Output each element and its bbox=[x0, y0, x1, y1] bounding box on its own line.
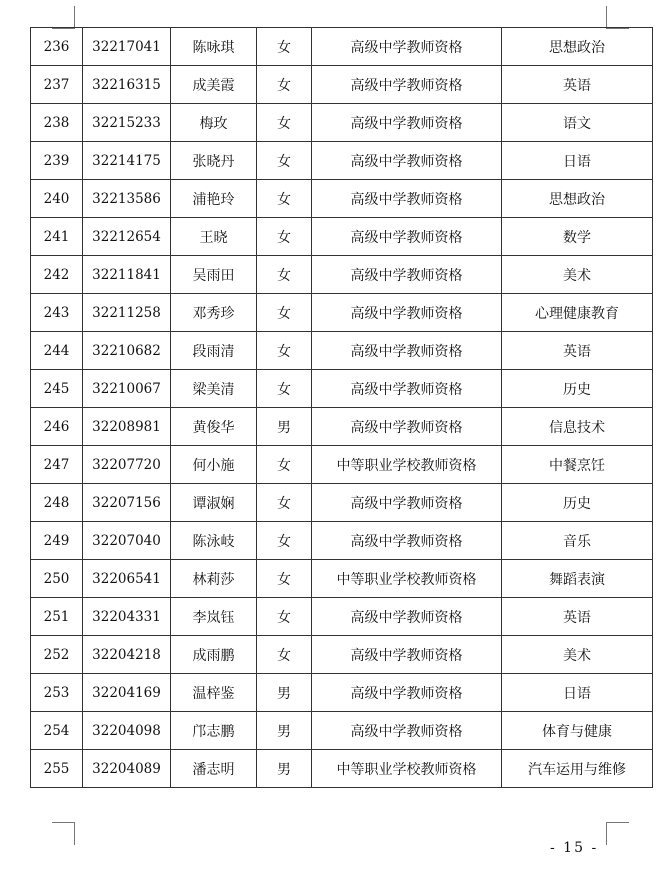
crop-mark-top-right bbox=[606, 6, 629, 29]
gender-cell: 女 bbox=[257, 522, 312, 560]
candidate-id-cell: 32208981 bbox=[83, 408, 171, 446]
gender-cell: 女 bbox=[257, 598, 312, 636]
certificate-type-cell: 高级中学教师资格 bbox=[312, 28, 502, 66]
table-row bbox=[31, 66, 653, 104]
subject-cell: 日语 bbox=[502, 674, 653, 712]
subject-cell: 日语 bbox=[502, 142, 653, 180]
candidate-id-cell: 32204098 bbox=[83, 712, 171, 750]
subject-cell: 数学 bbox=[502, 218, 653, 256]
crop-mark-bottom-left bbox=[52, 822, 75, 845]
name-cell: 王晓 bbox=[171, 218, 257, 256]
name-cell: 梅玫 bbox=[171, 104, 257, 142]
serial-number-cell: 239 bbox=[31, 142, 83, 180]
name-cell: 成美霞 bbox=[171, 66, 257, 104]
crop-mark-top-left bbox=[52, 6, 75, 29]
table-row bbox=[31, 180, 653, 218]
gender-cell: 女 bbox=[257, 66, 312, 104]
gender-cell: 男 bbox=[257, 408, 312, 446]
candidate-id-cell: 32216315 bbox=[83, 66, 171, 104]
subject-cell: 美术 bbox=[502, 636, 653, 674]
serial-number-cell: 251 bbox=[31, 598, 83, 636]
table-row bbox=[31, 636, 653, 674]
table-body bbox=[31, 28, 653, 788]
serial-number-cell: 247 bbox=[31, 446, 83, 484]
crop-mark-bottom-right bbox=[606, 822, 629, 845]
candidate-id-cell: 32213586 bbox=[83, 180, 171, 218]
name-cell: 陈咏琪 bbox=[171, 28, 257, 66]
table-row bbox=[31, 408, 653, 446]
table-row bbox=[31, 332, 653, 370]
certificate-type-cell: 高级中学教师资格 bbox=[312, 522, 502, 560]
candidate-id-cell: 32211258 bbox=[83, 294, 171, 332]
name-cell: 浦艳玲 bbox=[171, 180, 257, 218]
serial-number-cell: 249 bbox=[31, 522, 83, 560]
serial-number-cell: 240 bbox=[31, 180, 83, 218]
subject-cell: 思想政治 bbox=[502, 180, 653, 218]
candidate-id-cell: 32215233 bbox=[83, 104, 171, 142]
table-row bbox=[31, 446, 653, 484]
candidate-id-cell: 32210682 bbox=[83, 332, 171, 370]
certificate-type-cell: 高级中学教师资格 bbox=[312, 598, 502, 636]
name-cell: 何小施 bbox=[171, 446, 257, 484]
name-cell: 黄俊华 bbox=[171, 408, 257, 446]
gender-cell: 男 bbox=[257, 750, 312, 788]
candidate-id-cell: 32214175 bbox=[83, 142, 171, 180]
serial-number-cell: 241 bbox=[31, 218, 83, 256]
gender-cell: 女 bbox=[257, 294, 312, 332]
page-number: - 15 - bbox=[550, 840, 599, 856]
name-cell: 林莉莎 bbox=[171, 560, 257, 598]
serial-number-cell: 253 bbox=[31, 674, 83, 712]
certificate-type-cell: 高级中学教师资格 bbox=[312, 674, 502, 712]
table-row bbox=[31, 712, 653, 750]
subject-cell: 音乐 bbox=[502, 522, 653, 560]
certificate-type-cell: 高级中学教师资格 bbox=[312, 180, 502, 218]
gender-cell: 女 bbox=[257, 142, 312, 180]
certificate-type-cell: 高级中学教师资格 bbox=[312, 256, 502, 294]
serial-number-cell: 242 bbox=[31, 256, 83, 294]
candidate-id-cell: 32204331 bbox=[83, 598, 171, 636]
name-cell: 李岚钰 bbox=[171, 598, 257, 636]
table-row bbox=[31, 522, 653, 560]
certificate-type-cell: 高级中学教师资格 bbox=[312, 370, 502, 408]
certificate-type-cell: 中等职业学校教师资格 bbox=[312, 750, 502, 788]
subject-cell: 心理健康教育 bbox=[502, 294, 653, 332]
candidate-id-cell: 32204218 bbox=[83, 636, 171, 674]
candidate-id-cell: 32204169 bbox=[83, 674, 171, 712]
gender-cell: 女 bbox=[257, 332, 312, 370]
teacher-qualification-table bbox=[30, 27, 653, 788]
table-row bbox=[31, 28, 653, 66]
subject-cell: 中餐烹饪 bbox=[502, 446, 653, 484]
certificate-type-cell: 高级中学教师资格 bbox=[312, 636, 502, 674]
certificate-type-cell: 高级中学教师资格 bbox=[312, 66, 502, 104]
name-cell: 邓秀珍 bbox=[171, 294, 257, 332]
subject-cell: 舞蹈表演 bbox=[502, 560, 653, 598]
candidate-id-cell: 32211841 bbox=[83, 256, 171, 294]
name-cell: 梁美清 bbox=[171, 370, 257, 408]
candidate-id-cell: 32212654 bbox=[83, 218, 171, 256]
serial-number-cell: 237 bbox=[31, 66, 83, 104]
candidate-id-cell: 32207156 bbox=[83, 484, 171, 522]
candidate-id-cell: 32217041 bbox=[83, 28, 171, 66]
candidate-id-cell: 32207720 bbox=[83, 446, 171, 484]
certificate-type-cell: 高级中学教师资格 bbox=[312, 218, 502, 256]
certificate-type-cell: 高级中学教师资格 bbox=[312, 294, 502, 332]
serial-number-cell: 250 bbox=[31, 560, 83, 598]
subject-cell: 思想政治 bbox=[502, 28, 653, 66]
table-row bbox=[31, 142, 653, 180]
certificate-type-cell: 中等职业学校教师资格 bbox=[312, 446, 502, 484]
subject-cell: 英语 bbox=[502, 598, 653, 636]
serial-number-cell: 255 bbox=[31, 750, 83, 788]
name-cell: 温梓鉴 bbox=[171, 674, 257, 712]
subject-cell: 体育与健康 bbox=[502, 712, 653, 750]
certificate-type-cell: 高级中学教师资格 bbox=[312, 712, 502, 750]
gender-cell: 女 bbox=[257, 180, 312, 218]
subject-cell: 英语 bbox=[502, 66, 653, 104]
serial-number-cell: 236 bbox=[31, 28, 83, 66]
candidate-id-cell: 32206541 bbox=[83, 560, 171, 598]
certificate-type-cell: 高级中学教师资格 bbox=[312, 332, 502, 370]
table-row bbox=[31, 750, 653, 788]
gender-cell: 女 bbox=[257, 446, 312, 484]
name-cell: 张晓丹 bbox=[171, 142, 257, 180]
subject-cell: 英语 bbox=[502, 332, 653, 370]
gender-cell: 女 bbox=[257, 560, 312, 598]
table-row bbox=[31, 218, 653, 256]
serial-number-cell: 243 bbox=[31, 294, 83, 332]
subject-cell: 美术 bbox=[502, 256, 653, 294]
serial-number-cell: 254 bbox=[31, 712, 83, 750]
table-row bbox=[31, 294, 653, 332]
candidate-id-cell: 32207040 bbox=[83, 522, 171, 560]
serial-number-cell: 246 bbox=[31, 408, 83, 446]
gender-cell: 女 bbox=[257, 484, 312, 522]
table-row bbox=[31, 560, 653, 598]
gender-cell: 男 bbox=[257, 712, 312, 750]
name-cell: 段雨清 bbox=[171, 332, 257, 370]
gender-cell: 女 bbox=[257, 28, 312, 66]
table-row bbox=[31, 256, 653, 294]
gender-cell: 女 bbox=[257, 370, 312, 408]
subject-cell: 信息技术 bbox=[502, 408, 653, 446]
table-row bbox=[31, 674, 653, 712]
serial-number-cell: 248 bbox=[31, 484, 83, 522]
candidate-id-cell: 32204089 bbox=[83, 750, 171, 788]
name-cell: 成雨鹏 bbox=[171, 636, 257, 674]
table-row bbox=[31, 484, 653, 522]
gender-cell: 女 bbox=[257, 636, 312, 674]
gender-cell: 女 bbox=[257, 104, 312, 142]
table-row bbox=[31, 598, 653, 636]
certificate-type-cell: 高级中学教师资格 bbox=[312, 104, 502, 142]
gender-cell: 男 bbox=[257, 674, 312, 712]
serial-number-cell: 252 bbox=[31, 636, 83, 674]
name-cell: 吴雨田 bbox=[171, 256, 257, 294]
certificate-type-cell: 高级中学教师资格 bbox=[312, 408, 502, 446]
table-row bbox=[31, 104, 653, 142]
serial-number-cell: 245 bbox=[31, 370, 83, 408]
serial-number-cell: 238 bbox=[31, 104, 83, 142]
name-cell: 谭淑娴 bbox=[171, 484, 257, 522]
subject-cell: 汽车运用与维修 bbox=[502, 750, 653, 788]
name-cell: 陈泳岐 bbox=[171, 522, 257, 560]
gender-cell: 女 bbox=[257, 256, 312, 294]
table-row bbox=[31, 370, 653, 408]
candidate-id-cell: 32210067 bbox=[83, 370, 171, 408]
certificate-type-cell: 高级中学教师资格 bbox=[312, 142, 502, 180]
certificate-type-cell: 高级中学教师资格 bbox=[312, 484, 502, 522]
subject-cell: 历史 bbox=[502, 484, 653, 522]
name-cell: 潘志明 bbox=[171, 750, 257, 788]
name-cell: 邝志鹏 bbox=[171, 712, 257, 750]
subject-cell: 历史 bbox=[502, 370, 653, 408]
subject-cell: 语文 bbox=[502, 104, 653, 142]
gender-cell: 女 bbox=[257, 218, 312, 256]
certificate-type-cell: 中等职业学校教师资格 bbox=[312, 560, 502, 598]
serial-number-cell: 244 bbox=[31, 332, 83, 370]
